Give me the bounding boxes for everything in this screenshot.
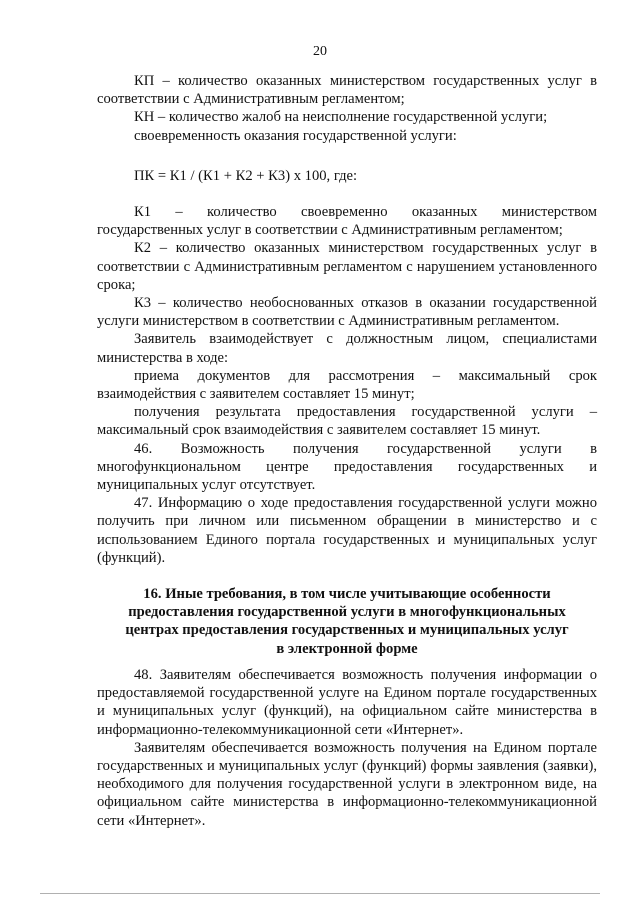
- section-16-heading-line: предоставления государственной услуги в многофункциональных: [128, 604, 566, 621]
- formula: ПК = К1 / (К1 + К2 + К3) х 100, где:: [134, 167, 358, 184]
- section-16-heading-line: 16. Иные требования, в том числе учитывающие особенности: [143, 586, 551, 603]
- page-number: 20: [313, 44, 327, 59]
- paragraph-timeliness: своевременность оказания государственной услуги:: [134, 127, 457, 144]
- paragraph-k2: К2 – количество оказанных министерством государственных услуг в соответствии с Административным регламентом с нарушением установленного срока;: [97, 240, 597, 293]
- paragraph-48: 48. Заявителям обеспечивается возможность получения информации о предоставляемой государственной услуге на Едином портале государственных и муниципальных услуг (функций), на официальном сайте министерства в информационно-телекоммуникационной сети «Интернет».: [97, 666, 597, 738]
- paragraph-reception: приема документов для рассмотрения – максимальный срок взаимодействия с заявителем составляет 15 минут;: [97, 367, 597, 403]
- section-16-heading-line: в электронной форме: [276, 640, 418, 657]
- section-16-heading: [97, 585, 597, 658]
- paragraph-46: 46. Возможность получения государственной услуги в многофункциональном центре предоставления государственных и муниципальных услуг отсутствует.: [97, 440, 597, 494]
- document-body: [97, 72, 597, 830]
- paragraph-kp: КП – количество оказанных министерством государственных услуг в соответствии с Административным регламентом;: [97, 73, 597, 108]
- paragraph-result: получения результата предоставления государственной услуги – максимальный срок взаимодействия с заявителем составляет 15 минут.: [97, 404, 597, 439]
- section-16-heading-line: центрах предоставления государственных и муниципальных услуг: [125, 622, 569, 639]
- scan-artifact: [40, 893, 600, 894]
- paragraph-interacts: Заявитель взаимодействует с должностным лицом, специалистами министерства в ходе:: [97, 331, 597, 366]
- paragraph-kn: КН – количество жалоб на неисполнение государственной услуги;: [134, 109, 548, 126]
- paragraph-47: 47. Информацию о ходе предоставления государственной услуги можно получить при личном или письменном обращении в министерство и с использованием Единого портала государственных и муниципальных услуг (функций).: [97, 495, 597, 566]
- paragraph-applicants: Заявителям обеспечивается возможность получения на Едином портале государственных и муниципальных услуг (функций) формы заявления (заявки), необходимого для получения государственной услуги в электронном виде, на официальном сайте министерства в информационно-телекоммуникационной сети «Интернет».: [97, 739, 597, 829]
- paragraph-k1: К1 – количество своевременно оказанных министерством государственных услуг в соответствии с Административным регламентом;: [97, 204, 597, 239]
- paragraph-k3: К3 – количество необоснованных отказов в оказании государственной услуги министерством в соответствии с Административным регламентом.: [97, 295, 597, 330]
